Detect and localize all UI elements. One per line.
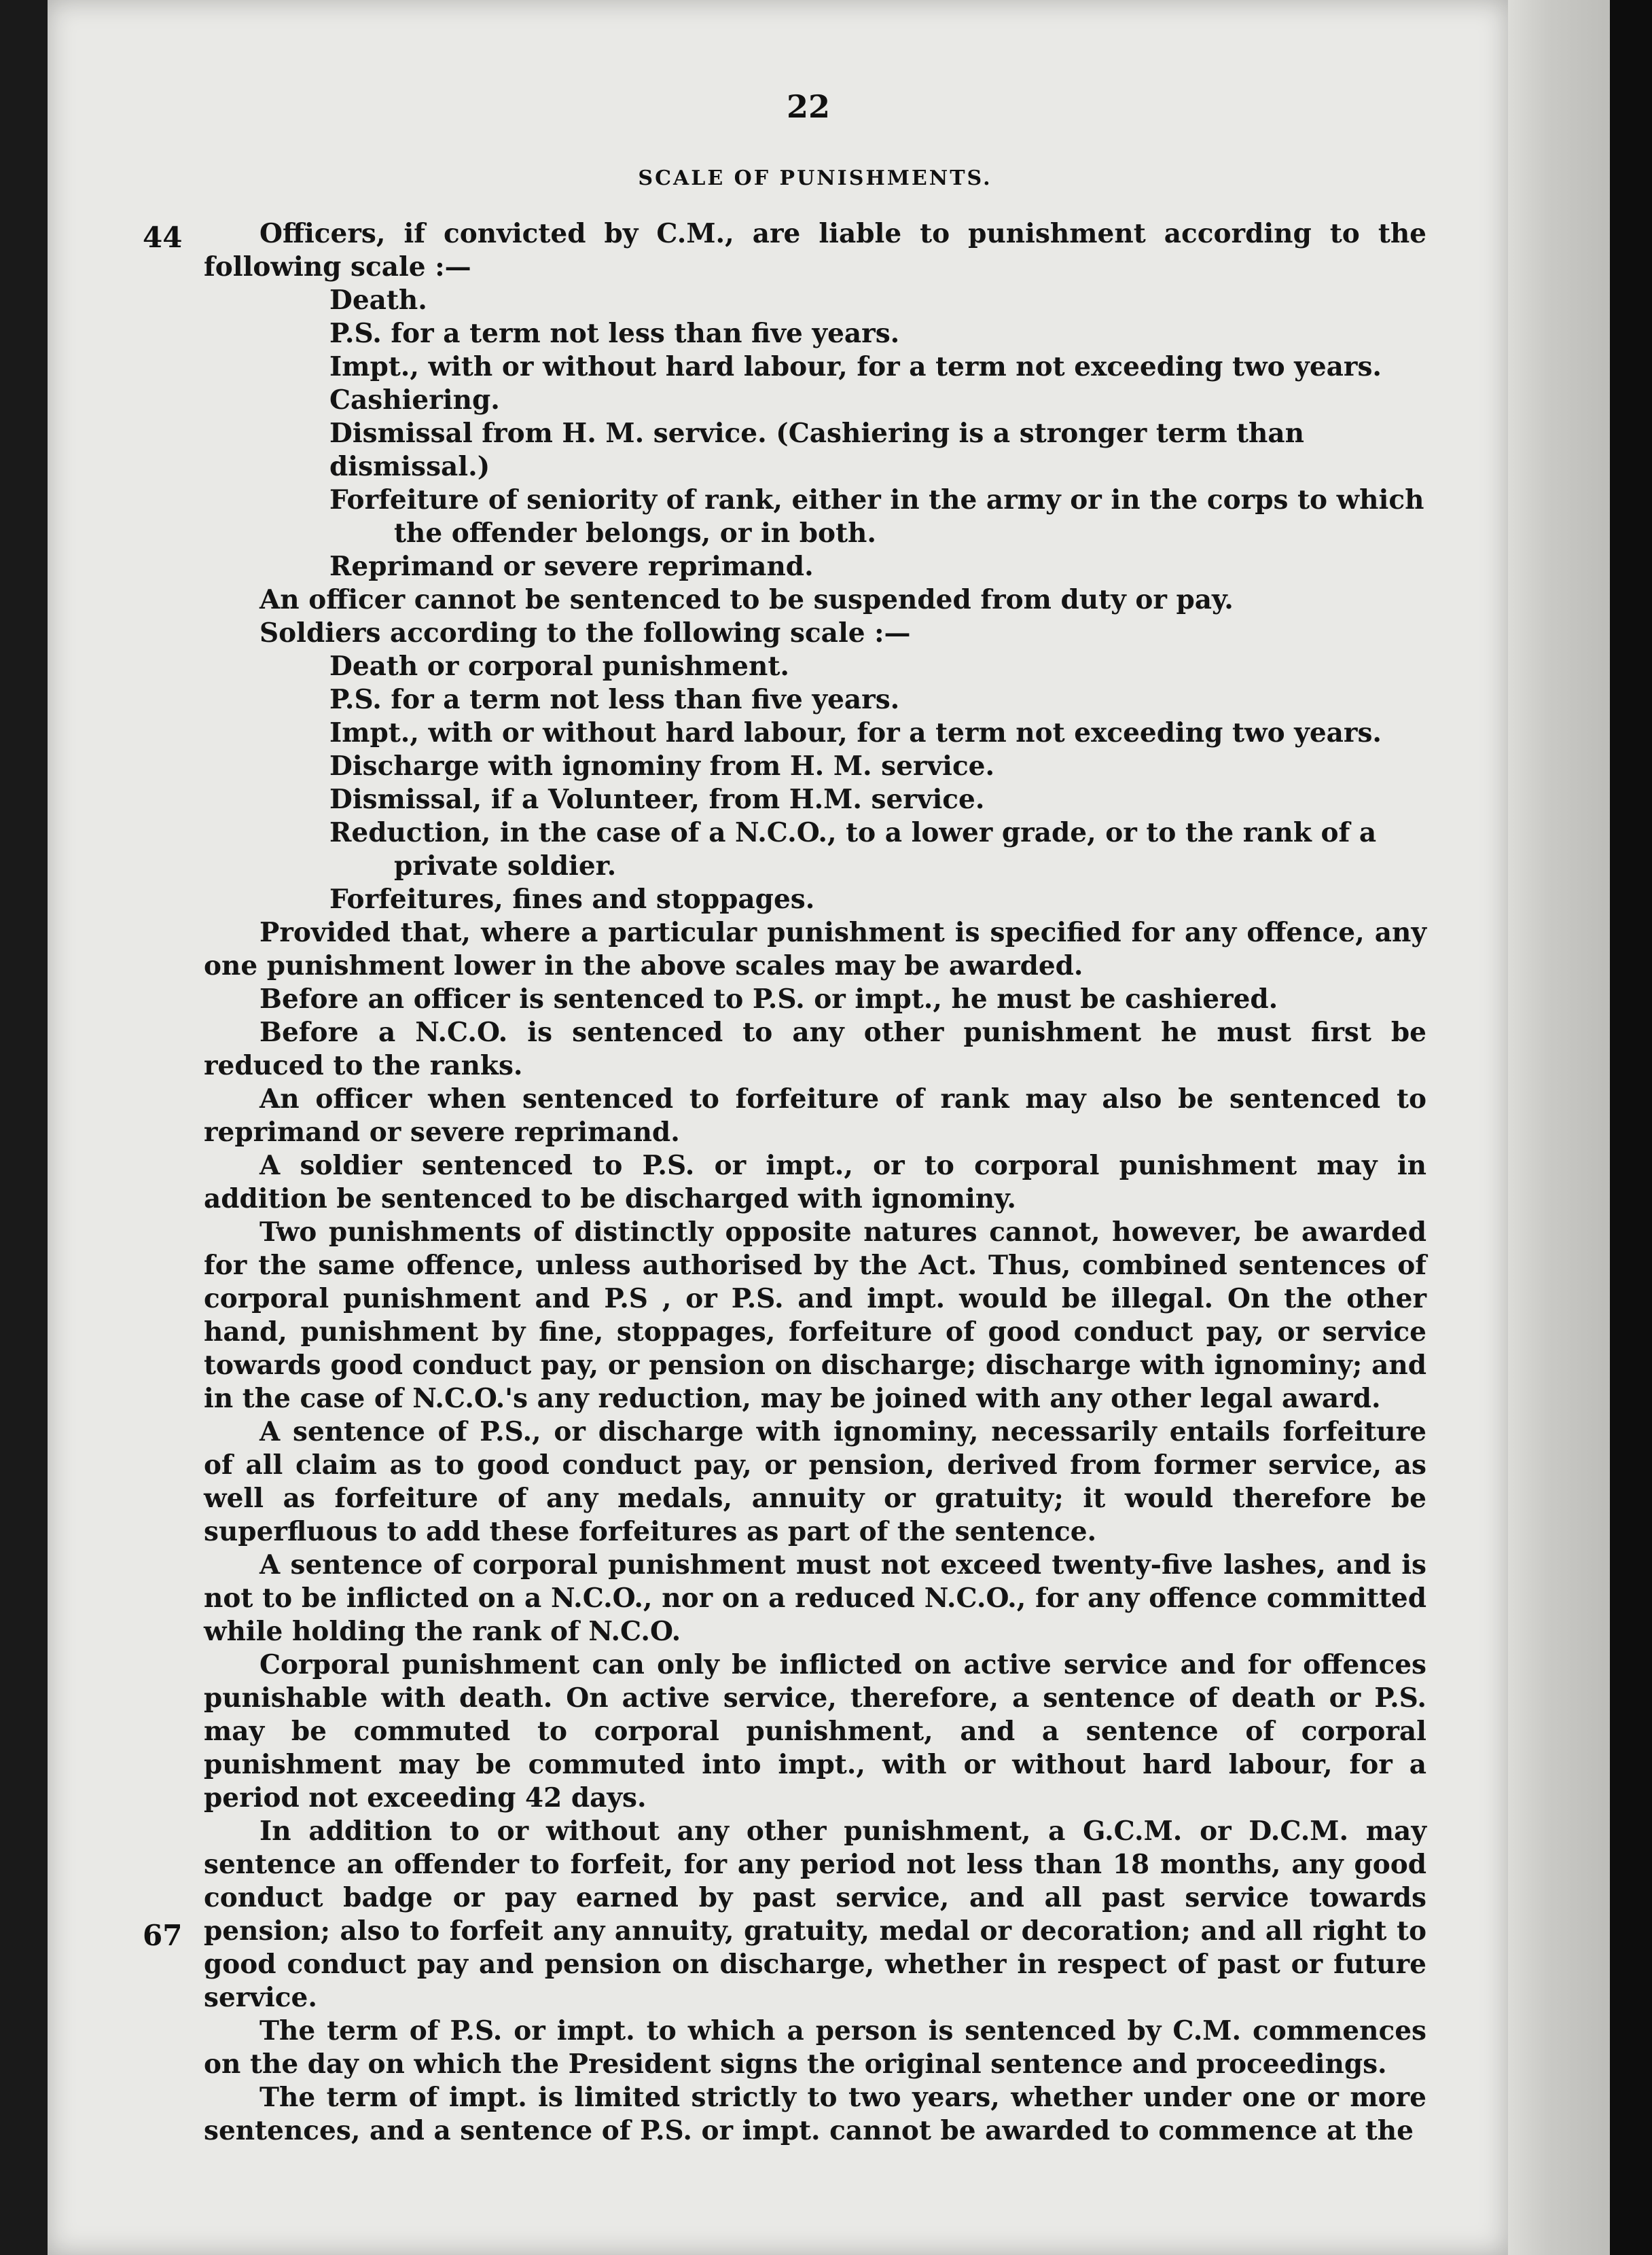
officer-scale-list xyxy=(204,284,1426,583)
paragraph: Provided that, where a particular punishment is specified for any offence, any one punishment lower in the above scales may be awarded. xyxy=(204,917,1426,981)
list-item: Forfeiture of seniority of rank, either in the army or in the corps to which xyxy=(329,484,1424,516)
book-spine xyxy=(1508,0,1610,2255)
list-item: private soldier. xyxy=(394,850,617,882)
soldiers-intro: Soldiers according to the following scale :— xyxy=(259,617,911,649)
paragraph: A sentence of corporal punishment must not exceed twenty-five lashes, and is not to be inflicted on a N.C.O., nor on a reduced N.C.O., for any offence committed while holding the rank of N.C.O. xyxy=(204,1549,1426,1647)
paragraph: Before a N.C.O. is sentenced to any other punishment he must first be reduced to the ranks. xyxy=(204,1017,1426,1081)
list-item: Discharge with ignominy from H. M. service. xyxy=(329,751,995,782)
paragraph: The term of P.S. or impt. to which a person is sentenced by C.M. commences on the day on which the President signs the original sentence and proceedings. xyxy=(204,2015,1426,2080)
body-text xyxy=(204,217,1426,2148)
list-item: the offender belongs, or in both. xyxy=(394,518,876,549)
page-number: 22 xyxy=(786,88,830,125)
paragraph: Before an officer is sentenced to P.S. or impt., he must be cashiered. xyxy=(259,984,1278,1015)
list-item: Death. xyxy=(329,285,427,316)
officers-intro: Officers, if convicted by C.M., are liable to punishment according to the following scale :— xyxy=(204,218,1426,283)
margin-ref-67: 67 xyxy=(143,1919,183,1952)
list-item: Reduction, in the case of a N.C.O., to a lower grade, or to the rank of a xyxy=(329,817,1377,848)
section-heading: SCALE OF PUNISHMENTS. xyxy=(638,166,992,190)
list-item: P.S. for a term not less than five years. xyxy=(329,318,900,349)
list-item: Reprimand or severe reprimand. xyxy=(329,551,814,582)
paragraph: An officer when sentenced to forfeiture of rank may also be sentenced to reprimand or severe reprimand. xyxy=(204,1083,1426,1148)
list-item: Dismissal, if a Volunteer, from H.M. service. xyxy=(329,784,985,815)
list-item: Impt., with or without hard labour, for a term not exceeding two years. xyxy=(329,351,1382,382)
list-item: Death or corporal punishment. xyxy=(329,651,789,682)
margin-ref-44: 44 xyxy=(143,221,183,254)
list-item: Cashiering. xyxy=(329,384,500,416)
list-item: Forfeitures, fines and stoppages. xyxy=(329,884,815,915)
paragraph: The term of impt. is limited strictly to two years, whether under one or more sentences, and a sentence of P.S. or impt. cannot be awarded to commence at the xyxy=(204,2082,1426,2146)
paragraph: A soldier sentenced to P.S. or impt., or to corporal punishment may in addition be sentenced to be discharged with ignominy. xyxy=(204,1150,1426,1214)
paragraph: A sentence of P.S., or discharge with ignominy, necessarily entails forfeiture of all claim as to good conduct pay, or pension, derived from former service, as well as forfeiture of any medals, annuity or gratuity; it would therefore be superfluous to add these forfeitures as part of the sentence. xyxy=(204,1416,1426,1547)
paragraph: Corporal punishment can only be inflicted on active service and for offences punishable with death. On active service, therefore, a sentence of death or P.S. may be commuted to corporal punishment, and a sentence of corporal punishment may be commuted into impt., with or without hard labour, for a period not exceeding 42 days. xyxy=(204,1649,1426,1814)
paragraph: Two punishments of distinctly opposite natures cannot, however, be awarded for the same offence, unless authorised by the Act. Thus, combined sentences of corporal punishment and P.S , or P.S. and impt. would be illegal. On the other hand, punishment by fine, stoppages, forfeiture of good conduct pay, or service towards good conduct pay, or pension on discharge; discharge with ignominy; and in the case of N.C.O.'s any reduction, may be joined with any other legal award. xyxy=(204,1216,1426,1414)
officer-note: An officer cannot be sentenced to be suspended from duty or pay. xyxy=(259,584,1234,615)
soldier-scale-list xyxy=(204,650,1426,916)
list-item: Dismissal from H. M. service. (Cashiering is a stronger term than dismissal.) xyxy=(329,418,1305,482)
list-item: Impt., with or without hard labour, for a term not exceeding two years. xyxy=(329,717,1382,748)
scan-border xyxy=(1610,0,1652,2255)
paragraph: In addition to or without any other punishment, a G.C.M. or D.C.M. may sentence an offender to forfeit, for any period not less than 18 months, any good conduct badge or pay earned by past service, and all past service towards pension; also to forfeit any annuity, gratuity, medal or decoration; and all right to good conduct pay and pension on discharge, whether in respect of past or future service. xyxy=(204,1816,1426,2013)
list-item: P.S. for a term not less than five years. xyxy=(329,684,900,715)
